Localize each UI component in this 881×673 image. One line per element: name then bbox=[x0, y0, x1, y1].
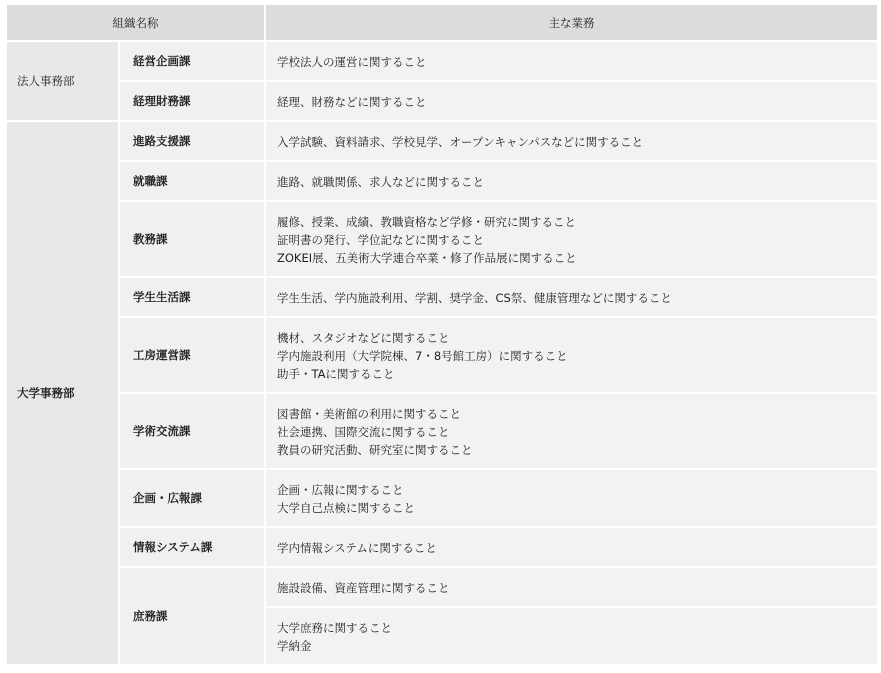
duty-cell bbox=[265, 527, 878, 567]
table-row bbox=[6, 393, 878, 469]
division-name: 庶務課 bbox=[119, 567, 265, 665]
table-row bbox=[6, 277, 878, 317]
table-row bbox=[6, 527, 878, 567]
table-header-row bbox=[6, 4, 878, 41]
table-row bbox=[6, 201, 878, 277]
duty-line: 入学試験、資料請求、学校見学、オープンキャンパスなどに関すること bbox=[277, 134, 644, 149]
division-name: 学生生活課 bbox=[119, 277, 265, 317]
duty-line: 学内情報システムに関すること bbox=[277, 540, 437, 555]
table-row bbox=[6, 121, 878, 161]
duty-line: 証明書の発行、学位記などに関すること bbox=[277, 232, 484, 247]
duty-cell bbox=[265, 161, 878, 201]
department-name: 大学事務部 bbox=[6, 121, 119, 665]
duty-cell bbox=[265, 393, 878, 469]
header-main-duties: 主な業務 bbox=[265, 4, 878, 41]
duty-line: 企画・広報に関すること bbox=[277, 482, 404, 497]
division-name: 経理財務課 bbox=[119, 81, 265, 121]
duty-line: 履修、授業、成績、教職資格など学修・研究に関すること bbox=[277, 214, 576, 229]
organization-table bbox=[5, 3, 879, 666]
duty-line: 経理、財務などに関すること bbox=[277, 94, 427, 109]
division-name: 工房運営課 bbox=[119, 317, 265, 393]
division-name: 経営企画課 bbox=[119, 41, 265, 81]
duty-cell bbox=[265, 607, 878, 665]
division-name: 教務課 bbox=[119, 201, 265, 277]
duty-line: 学生生活、学内施設利用、学割、奨学金、CS祭、健康管理などに関すること bbox=[277, 290, 672, 305]
duty-line: 大学自己点検に関すること bbox=[277, 500, 415, 515]
table-row bbox=[6, 41, 878, 81]
duty-line: ZOKEI展、五美術大学連合卒業・修了作品展に関すること bbox=[277, 250, 577, 265]
duty-cell bbox=[265, 201, 878, 277]
duty-line: 大学庶務に関すること bbox=[277, 620, 392, 635]
duty-line: 社会連携、国際交流に関すること bbox=[277, 424, 450, 439]
duty-cell bbox=[265, 121, 878, 161]
division-name: 企画・広報課 bbox=[119, 469, 265, 527]
duty-line: 助手・TAに関すること bbox=[277, 366, 395, 381]
division-name: 情報システム課 bbox=[119, 527, 265, 567]
department-name: 法人事務部 bbox=[6, 41, 119, 121]
duty-line: 施設設備、資産管理に関すること bbox=[277, 580, 450, 595]
table-row bbox=[6, 161, 878, 201]
duty-cell bbox=[265, 41, 878, 81]
duty-line: 図書館・美術館の利用に関すること bbox=[277, 406, 461, 421]
table-row bbox=[6, 469, 878, 527]
duty-line: 機材、スタジオなどに関すること bbox=[277, 330, 450, 345]
table-row bbox=[6, 567, 878, 607]
division-name: 学術交流課 bbox=[119, 393, 265, 469]
duty-line: 学校法人の運営に関すること bbox=[277, 54, 427, 69]
duty-cell bbox=[265, 277, 878, 317]
table-row bbox=[6, 81, 878, 121]
duty-cell bbox=[265, 317, 878, 393]
duty-cell bbox=[265, 567, 878, 607]
duty-cell bbox=[265, 81, 878, 121]
duty-line: 学納金 bbox=[277, 638, 312, 653]
duty-line: 学内施設利用（大学院棟、7・8号館工房）に関すること bbox=[277, 348, 568, 363]
division-name: 進路支援課 bbox=[119, 121, 265, 161]
duty-line: 進路、就職関係、求人などに関すること bbox=[277, 174, 484, 189]
duty-cell bbox=[265, 469, 878, 527]
table-row bbox=[6, 317, 878, 393]
division-name: 就職課 bbox=[119, 161, 265, 201]
header-org-name: 組織名称 bbox=[6, 4, 265, 41]
duty-line: 教員の研究活動、研究室に関すること bbox=[277, 442, 473, 457]
